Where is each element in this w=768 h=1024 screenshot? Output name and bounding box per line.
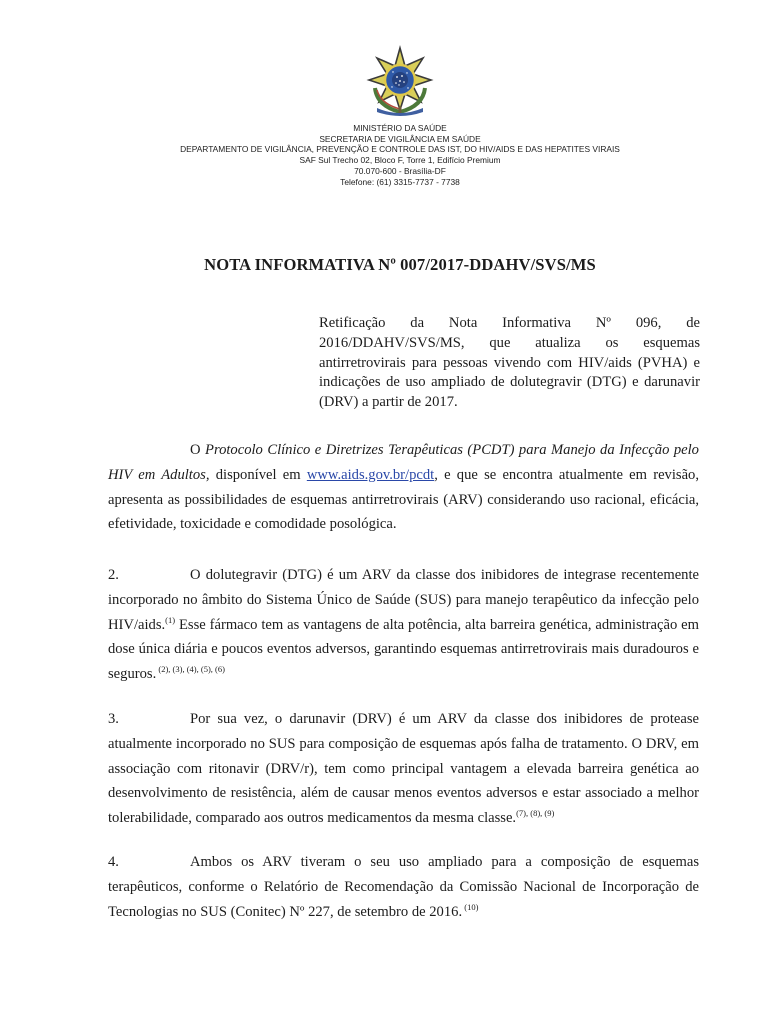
coat-of-arms-of-brazil-icon [365,44,435,116]
paragraph-number: 2. [108,567,119,583]
postal-code-city: 70.070-600 - Brasília-DF [354,165,446,176]
ministry-name: MINISTÉRIO DA SAÚDE [353,123,447,133]
paragraph-number: 4. [108,854,119,870]
department-name: DEPARTAMENTO DE VIGILÂNCIA, PREVENÇÃO E CONTROLE DAS IST, DO HIV/AIDS E DAS HEPATITES VIRAIS [180,144,620,155]
reference-marker: (2), (3), (4), (5), (6) [156,664,225,675]
paragraph-4-text: Ambos os ARV tiveram o seu uso ampliado para a composição de esquemas terapêuticos, conforme o Relatório de Recomendação da Comissão Nacional de Incorporação de Tecnologias no SUS (Conitec) Nº 227, de setembro de 2016. [108,854,699,920]
paragraph-1-start: O [190,442,206,458]
paragraph-2-text-b: Esse fármaco tem as vantagens de alta potência, alta barreira genética, administração em dose única diária e poucos eventos adversos, garantindo esquemas antirretrovirais mais duradouros e seguros. [108,616,699,683]
phone-numbers: Telefone: (61) 3315-7737 - 7738 [340,176,460,187]
paragraph-2-text-a: O dolutegravir (DTG) é um ARV da classe dos inibidores de integrase recentemente incorporado no âmbito do Sistema Único de Saúde (SUS) para manejo terapêutico da infecção pelo HIV/aids. [108,567,699,633]
paragraph-3 [108,707,699,831]
paragraph-4 [108,850,699,924]
secretariat-name: SECRETARIA DE VIGILÂNCIA EM SAÚDE [319,133,481,144]
paragraph-1-end: , e que se encontra atualmente em revisão, apresenta as possibilidades de esquemas antirretrovirais (ARV) considerando uso racional, eficácia, efetividade, toxicidade e comodidade posológica. [108,466,699,533]
paragraph-number: 3. [108,711,119,727]
letterhead [150,123,650,187]
paragraph-1-mid: disponível em [209,466,307,483]
pcdt-link[interactable]: www.aids.gov.br/pcdt [306,466,435,483]
reference-marker: (1) [165,614,176,625]
reference-marker: (10) [462,901,479,912]
document-summary: Retificação da Nota Informativa Nº 096, de 2016/DDAHV/SVS/MS, que atualiza os esquemas antirretrovirais para pessoas vivendo com HIV/aids (PVHA) e indicações de uso ampliado de dolutegravir (DTG) e darunavir (DRV) a partir de 2017. [319,315,700,411]
paragraph-3-text: Por sua vez, o darunavir (DRV) é um ARV da classe dos inibidores de protease atualmente incorporado no SUS para composição de esquemas após falha de tratamento. O DRV, em associação com ritonavir (DRV/r), tem como principal vantagem a elevada barreira genética ao desenvolvimento de resistência, além de causar menos eventos adversos e estar associado a melhor tolerabilidade, comparado aos outros medicamentos da mesma classe. [108,711,699,827]
address-line: SAF Sul Trecho 02, Bloco F, Torre 1, Edifício Premium [299,155,501,166]
document-title: NOTA INFORMATIVA Nº 007/2017-DDAHV/SVS/MS [204,255,596,274]
paragraph-1 [108,438,699,537]
paragraph-2 [108,563,699,687]
pcdt-title: Protocolo Clínico e Diretrizes Terapêuticas (PCDT) para Manejo da Infecção pelo HIV em Adultos, [108,442,699,483]
reference-marker: (7), (8), (9) [516,808,555,819]
